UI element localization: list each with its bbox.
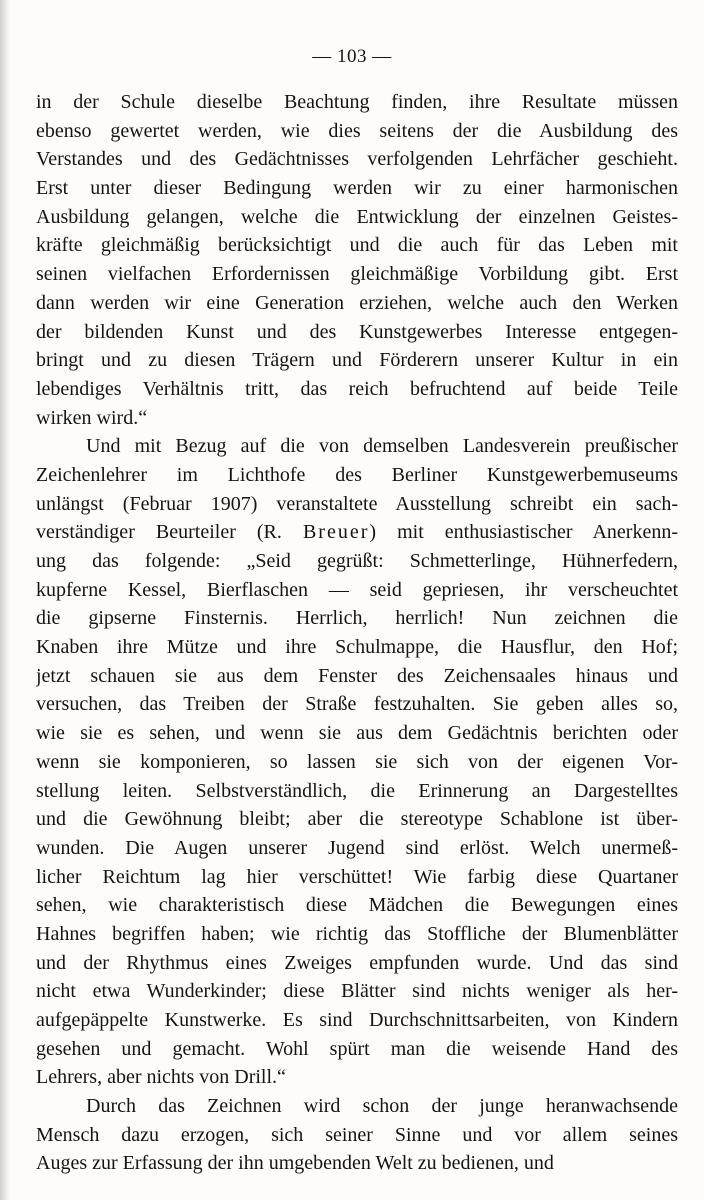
text-line: und der Rhythmus eines Zweiges empfunden wurde. Und das sind — [36, 951, 678, 974]
text-line: wie sie es sehen, und wenn sie aus dem Gedächtnis berichten oder — [36, 722, 678, 745]
text-line: stellung leiten. Selbstverständlich, die Erinnerung an Dargestelltes — [36, 779, 678, 802]
text-line: Erst unter dieser Bedingung werden wir zu einer harmonischen — [36, 177, 678, 200]
text-line: Lehrers, aber nichts von Drill.“ — [36, 1066, 286, 1089]
text-line: Zeichenlehrer im Lichthofe des Berliner Kunstgewerbemuseums — [36, 463, 678, 486]
text-line: Hahnes begriffen haben; wie richtig das Stoffliche der Blumenblätter — [36, 922, 678, 945]
text-line: Durch das Zeichnen wird schon der junge heranwachsende — [86, 1095, 678, 1118]
text-line: Verstandes und des Gedächtnisses verfolgenden Lehrfächer geschieht. — [36, 148, 678, 171]
text-line: Und mit Bezug auf die von demselben Landesverein preußischer — [86, 435, 678, 458]
text-line: Knaben ihre Mütze und ihre Schulmappe, die Hausflur, den Hof; — [36, 636, 678, 659]
text-line: aufgepäppelte Kunstwerke. Es sind Durchschnittsarbeiten, von Kindern — [36, 1009, 678, 1031]
text-line: dann werden wir eine Generation erziehen, welche auch den Werken — [36, 291, 678, 314]
text-line: nicht etwa Wunderkinder; diese Blätter sind nichts weniger als her- — [36, 980, 678, 1003]
text-line: Ausbildung gelangen, welche die Entwicklung der einzelnen Geistes- — [36, 205, 678, 228]
paragraph — [36, 432, 678, 1092]
paragraph — [36, 1092, 678, 1178]
text-line: wenn sie komponieren, so lassen sie sich von der eigenen Vor- — [36, 750, 678, 773]
text-line: in der Schule dieselbe Beachtung finden, ihre Resultate müssen — [36, 91, 678, 113]
text-line: gesehen und gemacht. Wohl spürt man die weisende Hand des — [36, 1037, 678, 1060]
text-line: jetzt schauen sie aus dem Fenster des Zeichensaales hinaus und — [36, 664, 678, 687]
spaced-name: Breuer — [302, 521, 370, 544]
text-line: kräfte gleichmäßig berücksichtigt und die auch für das Leben mit — [36, 234, 678, 257]
text-line: sehen, wie charakteristisch diese Mädchen die Bewegungen eines — [36, 894, 678, 917]
text-line: ebenso gewertet werden, wie dies seitens der die Ausbildung des — [36, 119, 678, 142]
text-line: die gipserne Finsternis. Herrlich, herrlich! Nun zeichnen die — [36, 607, 678, 630]
text-line: unlängst (Februar 1907) veranstaltete Ausstellung schreibt ein sach- — [36, 492, 678, 515]
page-number: — 103 — — [312, 46, 392, 67]
text-line: bringt und zu diesen Trägern und Förderern unserer Kultur in ein — [36, 349, 678, 372]
text-line: verständiger Beurteiler (R. Breuer) mit enthusiastischer Anerkenn- — [36, 521, 678, 544]
text-line: wunden. Die Augen unserer Jugend sind erlöst. Welch unermeß- — [36, 836, 678, 859]
text-line: wirken wird.“ — [36, 406, 148, 429]
paragraph — [36, 88, 678, 432]
text-line: Mensch dazu erzogen, sich seiner Sinne und vor allem seines — [36, 1123, 678, 1146]
text-line: seinen vielfachen Erfordernissen gleichmäßige Vorbildung gibt. Erst — [36, 263, 678, 286]
text-line: versuchen, das Treiben der Straße festzuhalten. Sie geben alles so, — [36, 693, 678, 716]
text-line: und die Gewöhnung bleibt; aber die stereotype Schablone ist über- — [36, 808, 678, 831]
text-line: kupferne Kessel, Bierflaschen — seid gepriesen, ihr verscheuchtet — [36, 578, 678, 601]
text-line: ung das folgende: „Seid gegrüßt: Schmetterlinge, Hühnerfedern, — [36, 550, 678, 572]
body-text — [36, 88, 678, 1178]
text-line: licher Reichtum lag hier verschüttet! Wie farbig diese Quartaner — [36, 865, 678, 888]
text-line: Auges zur Erfassung der ihn umgebenden Welt zu bedienen, und — [36, 1152, 554, 1175]
text-line: der bildenden Kunst und des Kunstgewerbes Interesse entgegen- — [36, 320, 678, 343]
page-edge-shadow — [0, 0, 10, 1200]
text-line: lebendiges Verhältnis tritt, das reich befruchtend auf beide Teile — [36, 377, 678, 400]
